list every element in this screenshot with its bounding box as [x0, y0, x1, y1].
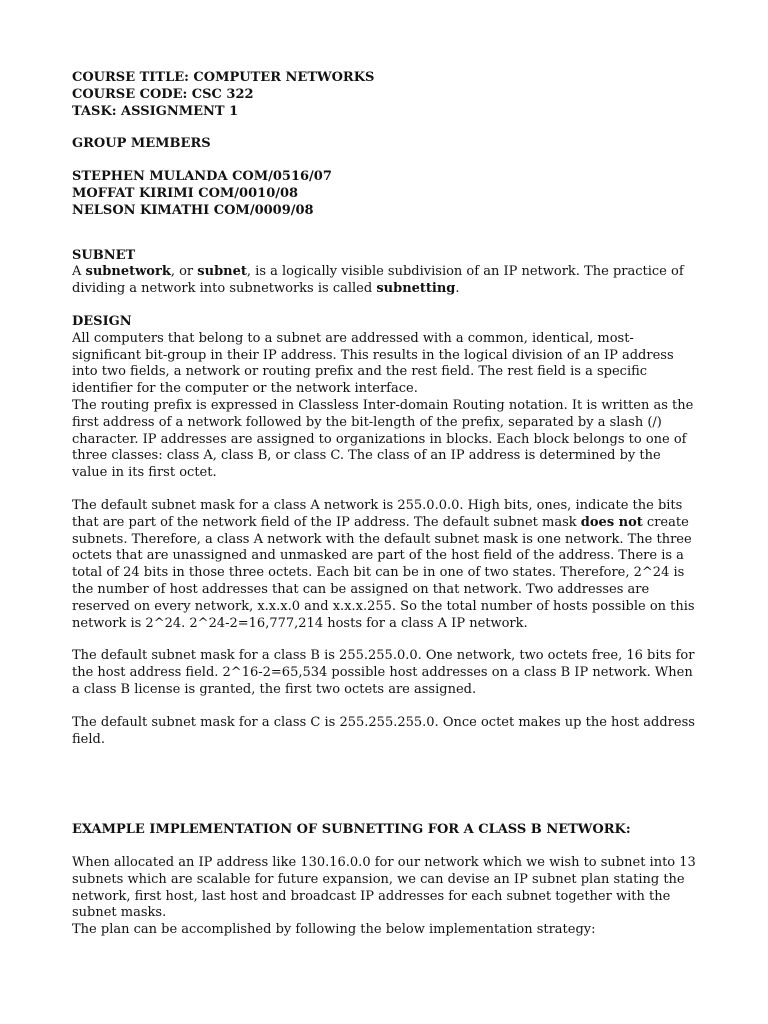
design-heading: DESIGN — [72, 313, 132, 329]
text-run: A — [72, 264, 86, 280]
text-run: . — [455, 281, 460, 297]
group-member: MOFFAT KIRIMI COM/0010/08 — [72, 185, 299, 201]
text-run: create subnets. Therefore, a class A network with the default subnet mask is one network. The three octets that are unassigned and unmasked are part of the host field of the address. There is a total of 24 bits in those three octets. Each bit can be in one of two states. Therefore, 2^24 is the number of host addresses that can be assigned on that network. Two addresses are reserved on every network, x.x.x.0 and x.x.x.255. So the total number of hosts possible on this network is 2^24. 2^24-2=16,777,214 hosts for a class A IP network. — [72, 514, 695, 631]
example-heading: EXAMPLE IMPLEMENTATION OF SUBNETTING FOR A CLASS B NETWORK: — [72, 822, 631, 838]
group-member: STEPHEN MULANDA COM/0516/07 — [72, 169, 332, 185]
course-code: COURSE CODE: CSC 322 — [72, 86, 254, 102]
course-title: COURSE TITLE: COMPUTER NETWORKS — [72, 70, 375, 85]
term-subnetting: subnetting — [376, 281, 456, 297]
design-paragraph-2: The routing prefix is expressed in Classless Inter-domain Routing notation. It is written as the first address of a network followed by the bit-length of the prefix, separated by a slash (/) character. IP addresses are assigned to organizations in blocks. Each block belongs to one of three classes: class A, class B, or class C. The class of an IP address is determined by the value in its first octet. — [72, 397, 694, 481]
text-run: , is a logically visible subdivision of an IP network. The practice of dividing a network into subnetworks is called — [72, 264, 684, 297]
text-run: , or — [170, 264, 198, 280]
term-subnet: subnet — [197, 264, 247, 280]
term-subnetwork: subnetwork — [85, 264, 171, 280]
task-title: TASK: ASSIGNMENT 1 — [72, 103, 239, 119]
design-paragraph-4: The default subnet mask for a class B is 255.255.0.0. One network, two octets free, 16 bits for the host address field. 2^16-2=65,534 possible host addresses on a class B IP network. When a class B license is granted, the first two octets are assigned. — [72, 648, 695, 697]
example-paragraph-1: When allocated an IP address like 130.16.0.0 for our network which we wish to subnet into 13 subnets which are scalable for future expansion, we can devise an IP subnet plan stating the network, first host, last host and broadcast IP addresses for each subnet together with the subnet masks. — [72, 855, 696, 921]
group-members-heading: GROUP MEMBERS — [72, 136, 211, 152]
example-paragraph-2: The plan can be accomplished by following the below implementation strategy: — [72, 922, 596, 938]
subnet-paragraph — [72, 264, 698, 298]
design-paragraph-1: All computers that belong to a subnet are addressed with a common, identical, most-significant bit-group in their IP address. This results in the logical division of an IP address into two fields, a network or routing prefix and the rest field. The rest field is a specific identifier for the computer or the network interface. — [72, 330, 674, 397]
design-paragraph-5: The default subnet mask for a class C is 255.255.255.0. Once octet makes up the host address field. — [72, 714, 695, 747]
text-run: The default subnet mask for a class A network is 255.0.0.0. High bits, ones, indicate the bits that are part of the network field of the IP address. The default subnet mask — [72, 497, 683, 530]
group-member: NELSON KIMATHI COM/0009/08 — [72, 202, 314, 218]
design-paragraph-3 — [72, 498, 698, 632]
subnet-heading: SUBNET — [72, 247, 136, 263]
term-does-not: does not — [580, 514, 643, 530]
